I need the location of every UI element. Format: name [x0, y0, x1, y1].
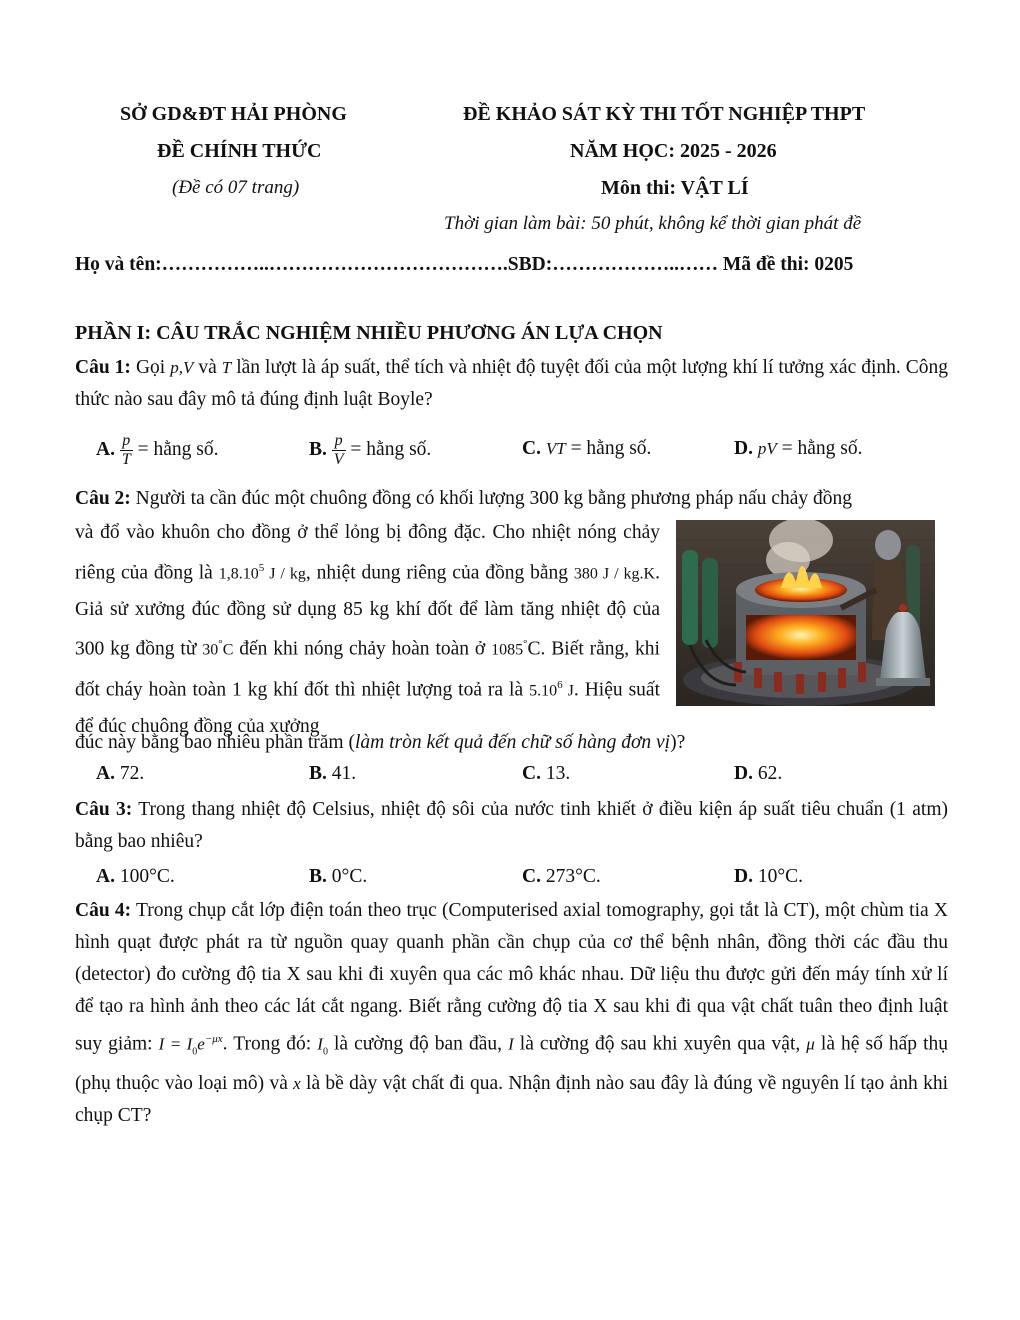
q4-text: là cường độ ban đầu,	[327, 1033, 509, 1055]
latent-heat-exp: 5	[258, 561, 265, 574]
option-text: 273°C.	[540, 866, 601, 887]
option-text: = hằng số.	[132, 438, 219, 460]
student-info-line	[75, 254, 853, 276]
q3-option-b[interactable]	[309, 866, 367, 888]
specific-heat: 380 J / kg.K	[573, 565, 656, 582]
question-1	[75, 352, 948, 416]
option-text: 72.	[114, 763, 145, 784]
q4-label: Câu 4:	[75, 900, 132, 921]
denominator: V	[333, 451, 344, 468]
q3-option-a[interactable]	[96, 866, 175, 888]
q2-rounding-note: làm tròn kết quả đến chữ số hàng đơn vị	[354, 732, 671, 753]
option-letter: B.	[309, 866, 327, 887]
var-i0: I	[317, 1034, 323, 1054]
q2-last-line	[75, 726, 685, 760]
option-letter: C.	[522, 438, 541, 459]
option-expr: VT	[545, 439, 566, 458]
q2-text: . Biết rằng, khi đốt cháy hoàn toàn 1 kg khí đốt thì nhiệt lượng toả ra là	[75, 638, 660, 701]
q2-line-1	[75, 482, 852, 516]
numerator: p	[332, 432, 346, 451]
q1-text: và	[193, 357, 222, 378]
option-letter: C.	[522, 763, 541, 784]
q2-option-b[interactable]	[309, 763, 356, 785]
q4-text: là cường độ sau khi xuyên qua vật,	[513, 1033, 807, 1055]
option-letter: A.	[96, 866, 115, 887]
q2-text: đúc này bằng bao nhiêu phần trăm (	[75, 732, 355, 753]
q4-text: . Trong đó:	[222, 1033, 318, 1055]
temp-unit: C	[527, 638, 541, 660]
option-text: = hằng số.	[345, 438, 432, 460]
exam-duration: Thời gian làm bài: 50 phút, không kể thời gian phát đề	[444, 213, 862, 234]
q2-text: đến khi nóng chảy hoàn toàn ở	[233, 638, 492, 660]
option-text: 13.	[540, 763, 571, 784]
option-letter: D.	[734, 763, 753, 784]
page-count: (Đề có 07 trang)	[172, 177, 300, 198]
option-letter: C.	[522, 866, 541, 887]
q2-text: Người ta cần đúc một chuông đồng có khối lượng 300 kg bằng phương pháp nấu chảy đồng	[130, 488, 852, 509]
name-label: Họ và tên:……………..……………………………….	[75, 254, 508, 275]
q1-option-c[interactable]	[522, 438, 651, 460]
exam-code: Mã đề thi: 0205	[722, 254, 854, 275]
option-expr: pV	[757, 439, 777, 458]
fuel-energy: 5.10	[529, 682, 558, 700]
q1-option-b[interactable]	[309, 432, 431, 469]
q1-option-d[interactable]	[734, 438, 862, 460]
q1-var-t: T	[221, 358, 232, 377]
denominator: T	[121, 451, 131, 468]
attenuation-formula: I = I	[158, 1034, 193, 1054]
q1-var-pv: p,V	[170, 358, 194, 377]
q3-option-c[interactable]	[522, 866, 601, 888]
formula-sub: 0	[192, 1046, 198, 1058]
var-i: I	[508, 1034, 514, 1054]
q2-text: . Giả sử xưởng đúc đồng sử dụng 85 kg khí đốt để làm tăng nhiệt độ của 300 kg đồng từ	[75, 562, 660, 660]
furnace-illustration	[676, 520, 935, 706]
q2-text: và đổ vào khuôn cho đồng ở thể lỏng bị đông đặc. Cho nhiệt nóng chảy riêng của đồng là	[75, 522, 660, 583]
q4-text: là bề dày vật chất đi qua. Nhận định nào sau đây là đúng về nguyên lí tạo ảnh khi chụp CT?	[75, 1073, 948, 1127]
q1-option-a[interactable]	[96, 432, 219, 469]
var-i0-sub: 0	[322, 1046, 328, 1058]
latent-heat-value: 1,8.10	[218, 565, 259, 582]
school-year: NĂM HỌC: 2025 - 2026	[570, 140, 777, 162]
option-letter: D.	[734, 438, 753, 459]
latent-heat-unit: J / kg	[264, 565, 306, 582]
numerator: p	[120, 432, 133, 451]
q2-option-d[interactable]	[734, 763, 782, 785]
option-text: 10°C.	[752, 866, 804, 887]
option-text: 62.	[752, 763, 783, 784]
exam-title: ĐỀ KHẢO SÁT KỲ THI TỐT NGHIỆP THPT	[463, 103, 866, 125]
q3-text: Trong thang nhiệt độ Celsius, nhiệt độ sôi của nước tinh khiết ở điều kiện áp suất tiêu chuẩn (1 atm) bằng bao nhiêu?	[75, 799, 949, 852]
temp-unit: C	[222, 641, 234, 659]
formula-e: e	[197, 1034, 205, 1054]
org-name: SỞ GD&ĐT HẢI PHÒNG	[120, 103, 347, 125]
option-text: 0°C.	[326, 866, 368, 887]
var-x: x	[293, 1074, 301, 1094]
q2-option-c[interactable]	[522, 763, 570, 785]
option-letter: B.	[309, 438, 327, 460]
q3-label: Câu 3:	[75, 799, 133, 820]
q2-body: và đổ vào khuôn cho đồng ở thể lỏng bị đông đặc. Cho nhiệt nóng chảy riêng của đồng là 1,8.10$^5$ J / kg, nhiệt dung riêng của đồng bằng 380 J / kg.K. Giả sử xưởng đúc đồng sử dụng 85 kg khí đốt để làm tăng nhiệt độ của 300 kg đồng từ 30°C đến khi nóng chảy hoàn toàn ở 1085°C. Biết rằng, khi đốt cháy hoàn toàn 1 kg khí đốt thì nhiệt lượng toả ra là 5.10$^6$ J. Hiệu suất để đúc chuông đồng của xưởng	[75, 522, 660, 737]
official-label: ĐỀ CHÍNH THỨC	[157, 140, 322, 162]
q3-option-d[interactable]	[734, 866, 803, 888]
question-3	[75, 794, 948, 858]
q2-text: . Hiệu suất để đúc chuông đồng của xưởng	[75, 679, 660, 737]
option-letter: A.	[96, 763, 115, 784]
var-mu: μ	[806, 1034, 815, 1054]
option-text: 100°C.	[114, 866, 175, 887]
q1-label: Câu 1:	[75, 357, 131, 378]
q2-label: Câu 2:	[75, 488, 131, 509]
q4-text: Trong chụp cắt lớp điện toán theo trục (Computerised axial tomography, gọi tắt là CT), một chùm tia X hình quạt được phát ra từ nguồn quay quanh phần cần chụp của cơ thể bệnh nhân, đồng thời các đầu thu (detector) đo cường độ tia X sau khi đi xuyên qua các mô khác nhau. Dữ liệu thu được gửi đến máy tính xử lí để tạo ra hình ảnh theo các lát cắt ngang. Biết rằng cường độ tia X sau khi đi qua vật chất tuân theo định luật suy giảm:	[75, 900, 948, 1055]
q1-text: Gọi	[130, 357, 171, 378]
q2-option-a[interactable]	[96, 763, 144, 785]
fuel-energy-exp: 6	[557, 679, 563, 691]
fraction	[120, 432, 133, 469]
option-text: = hằng số.	[776, 438, 863, 459]
question-4	[75, 895, 948, 1132]
formula-exponent: −μx	[204, 1033, 223, 1045]
subject: Môn thi: VẬT LÍ	[601, 177, 749, 199]
option-text: = hằng số.	[565, 438, 652, 459]
option-text: 41.	[326, 763, 357, 784]
temp-melt: 1085	[491, 641, 524, 659]
q2-text: )?	[670, 732, 686, 753]
option-letter: B.	[309, 763, 327, 784]
q1-text: lần lượt là áp suất, thể tích và nhiệt độ tuyệt đối của một lượng khí lí tưởng xác định. Công thức nào sau đây mô tả đúng định luật Boyle?	[75, 357, 949, 410]
q4-text: là hệ số hấp thụ (phụ thuộc vào loại mô) và	[75, 1033, 949, 1095]
temp-start: 30	[202, 641, 219, 659]
sbd-label: SBD:………………..……	[507, 254, 718, 275]
fuel-energy-unit: J	[562, 682, 574, 700]
option-letter: A.	[96, 438, 115, 460]
option-letter: D.	[734, 866, 753, 887]
q2-text: , nhiệt dung riêng của đồng bằng	[305, 562, 574, 583]
part1-title: PHẦN I: CÂU TRẮC NGHIỆM NHIỀU PHƯƠNG ÁN LỰA CHỌN	[75, 322, 663, 344]
fraction	[332, 432, 346, 469]
